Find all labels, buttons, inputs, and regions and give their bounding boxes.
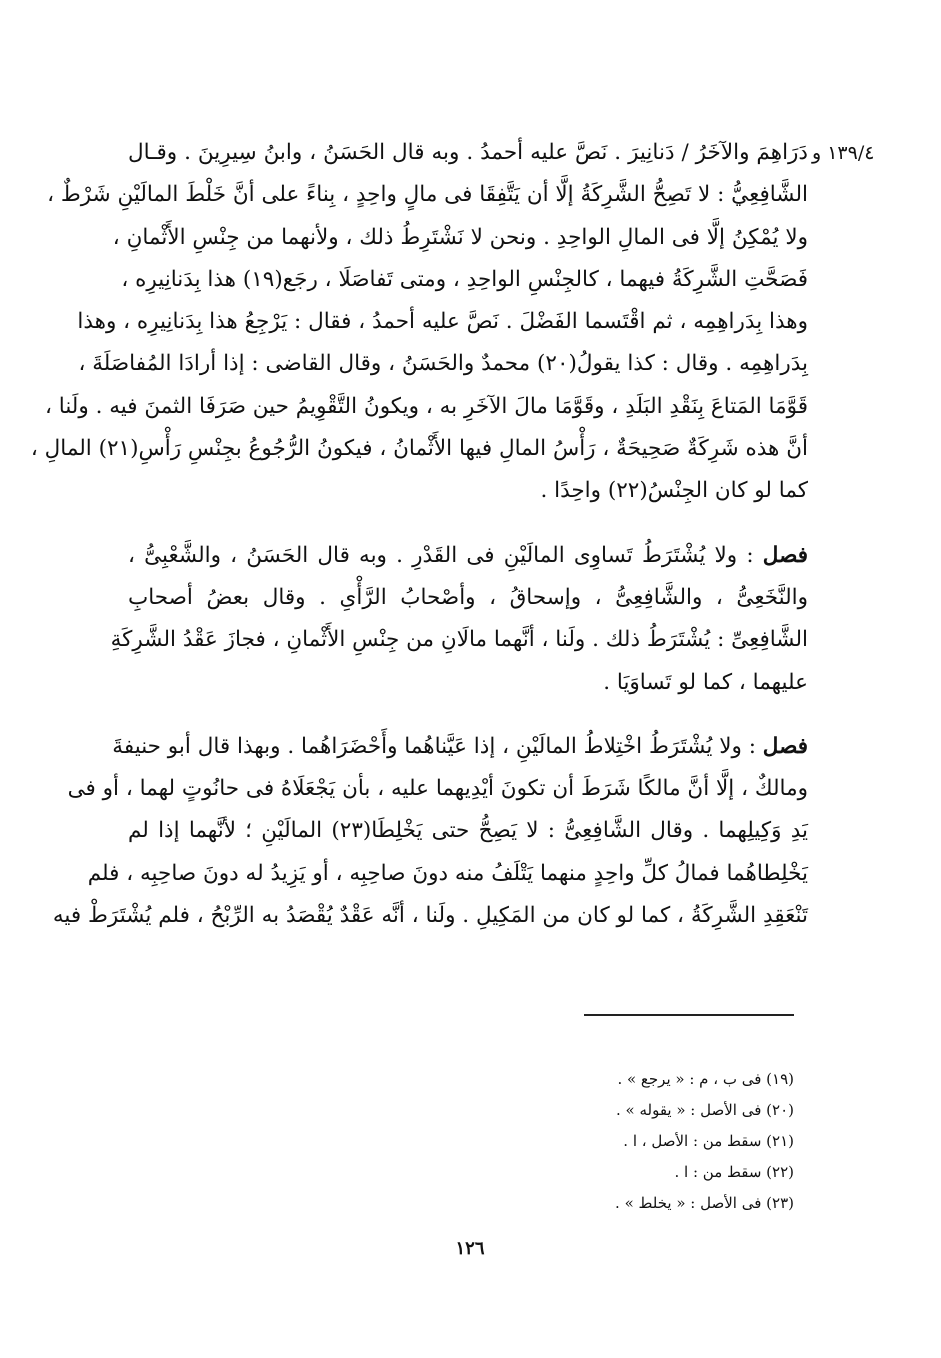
text-line: دَرَاهِمَ والآخَرُ / دَنانِيرَ . نَصَّ عليه أحمدُ . وبه قال الحَسَنُ ، وابنُ سِيرِينَ . وقـال — [128, 140, 808, 165]
text-line: يَخْلِطاهُما فمالُ كلِّ واحِدٍ منهما يَتْلَفُ منه دونَ صاحِبِه ، أو يَزِيدُ له دونَ صاحِبِه ، فلم — [87, 860, 808, 886]
section-label: فصل — [762, 733, 808, 759]
paragraph-fasl-1 — [110, 535, 808, 704]
text-line: والنَّخَعِىُّ ، والشَّافِعِىُّ ، وإسحاقُ ، وأصْحابُ الرَّأْىِ . وقال بعضُ أصحابِ — [128, 584, 808, 610]
text-line: فصل : ولا يُشْتَرَطُ تَساوِى المالَيْنِ فى القَدْرِ . وبه قال الحَسَنُ ، والشَّعْبِىُّ ، — [128, 542, 808, 568]
paragraph-1 — [30, 132, 808, 513]
text-line: كما لو كان الجِنْسُ(٢٢) واحِدًا . — [540, 478, 808, 504]
text-line: الشَّافِعِىِّ : يُشْتَرَطُ ذلك . ولَنا ، أنَّهما مالَانِ من جِنْسِ الأَثْمانِ ، فجازَ عَقْدُ الشَّرِكَةِ — [110, 627, 808, 653]
margin-folio-reference: ١٣٩/٤ و — [812, 142, 875, 164]
text-line: قَوَّمَا المَتاعَ بِنَقْدِ البَلَدِ ، وقَوَّمَا مالَ الآخَرِ به ، ويكونُ التَّقْوِيمُ حين صَرَفَا الثمنَ فيه . ولَنا ، — [45, 393, 808, 419]
main-text-body — [30, 132, 808, 937]
text-line: عليهما ، كما لو تَساوَيَا . — [603, 669, 808, 695]
text-line: تَنْعَقِدِ الشَّرِكَةُ ، كما لو كان من المَكِيلِ . ولَنا ، أنَّه عَقْدٌ يُقْصَدُ به الرِّبْحُ ، فلم يُشْتَرَطْ فيه — [52, 903, 808, 929]
text-line: أنَّ هذه شَرِكَةٌ صَحِيحَةٌ ، رَأْسُ المالِ فيها الأَثْمانُ ، فيكونُ الرُّجُوعُ بجِنْسِ رَأْسِ(٢١) المالِ ، — [30, 436, 808, 462]
footnotes — [560, 1064, 794, 1219]
text-line: بِدَراهِمِه . وقال : كذا يقولُ(٢٠) محمدٌ والحَسَنُ ، وقال القاضى : إذا أرادَا المُفاصَلَةَ ، — [78, 351, 808, 377]
section-label: فصل — [762, 542, 808, 568]
footnote: (٢٢) سقط من : ا . — [674, 1163, 794, 1181]
footnote-divider — [584, 1014, 794, 1016]
paragraph-fasl-2 — [52, 726, 808, 937]
page-number: ١٢٦ — [455, 1238, 485, 1259]
text-line: فَصَحَّتِ الشَّرِكَةُ فيهما ، كالجِنْسِ الواحِدِ ، ومتى تَفاصَلَا ، رجَع(١٩) هذا بِدَنانِيرِه ، — [121, 266, 808, 292]
text-line: الشَّافِعِيُّ : لا تَصِحُّ الشَّرِكَةُ إلَّا أن يَتَّفِقَا فى مالٍ واحِدٍ ، بِناءً على أنَّ خَلْطَ المالَيْنِ شَرْطٌ ، — [47, 182, 808, 208]
text-line: يَدِ وَكِيلِهما . وقال الشَّافِعِىُّ : لا يَصِحُّ حتى يَخْلِطَا(٢٣) المالَيْنِ ؛ لأنَّهما إذا لم — [128, 818, 808, 844]
text-line: ولا يُمْكِنُ إلَّا فى المالِ الواحِدِ . ونحن لا نَشْتَرِطُ ذلك ، ولأنهما من جِنْسِ الأَثْمانِ ، — [112, 224, 808, 250]
footnote: (١٩) فى ب ، م : « يرجع » . — [617, 1070, 794, 1088]
text-line: وهذا بِدَراهِمِه ، ثم اقْتَسما الفَضْلَ . نَصَّ عليه أحمدُ ، فقال : يَرْجِعُ هذا بِدَنانِيرِه ، وهذا — [77, 309, 808, 335]
text-line: فصل : ولا يُشْتَرَطُ اخْتِلاطُ المالَيْنِ ، إذا عَيَّناهُما وأَحْضَرَاهُما . وبهذا قال أبو حنيفةَ — [112, 733, 808, 759]
footnote: (٢٠) فى الأصل : « يقوله » . — [615, 1101, 794, 1119]
footnote: (٢٣) فى الأصل : « يخلط » . — [615, 1194, 794, 1212]
footnote: (٢١) سقط من : الأصل ، ا . — [623, 1132, 794, 1150]
text-line: ومالكٌ ، إلَّا أنَّ مالكًا شَرَطَ أن تكونَ أيْدِيهما عليه ، بأن يَجْعَلَاهُ فى حانُوتٍ لهما ، أو فى — [67, 776, 808, 802]
